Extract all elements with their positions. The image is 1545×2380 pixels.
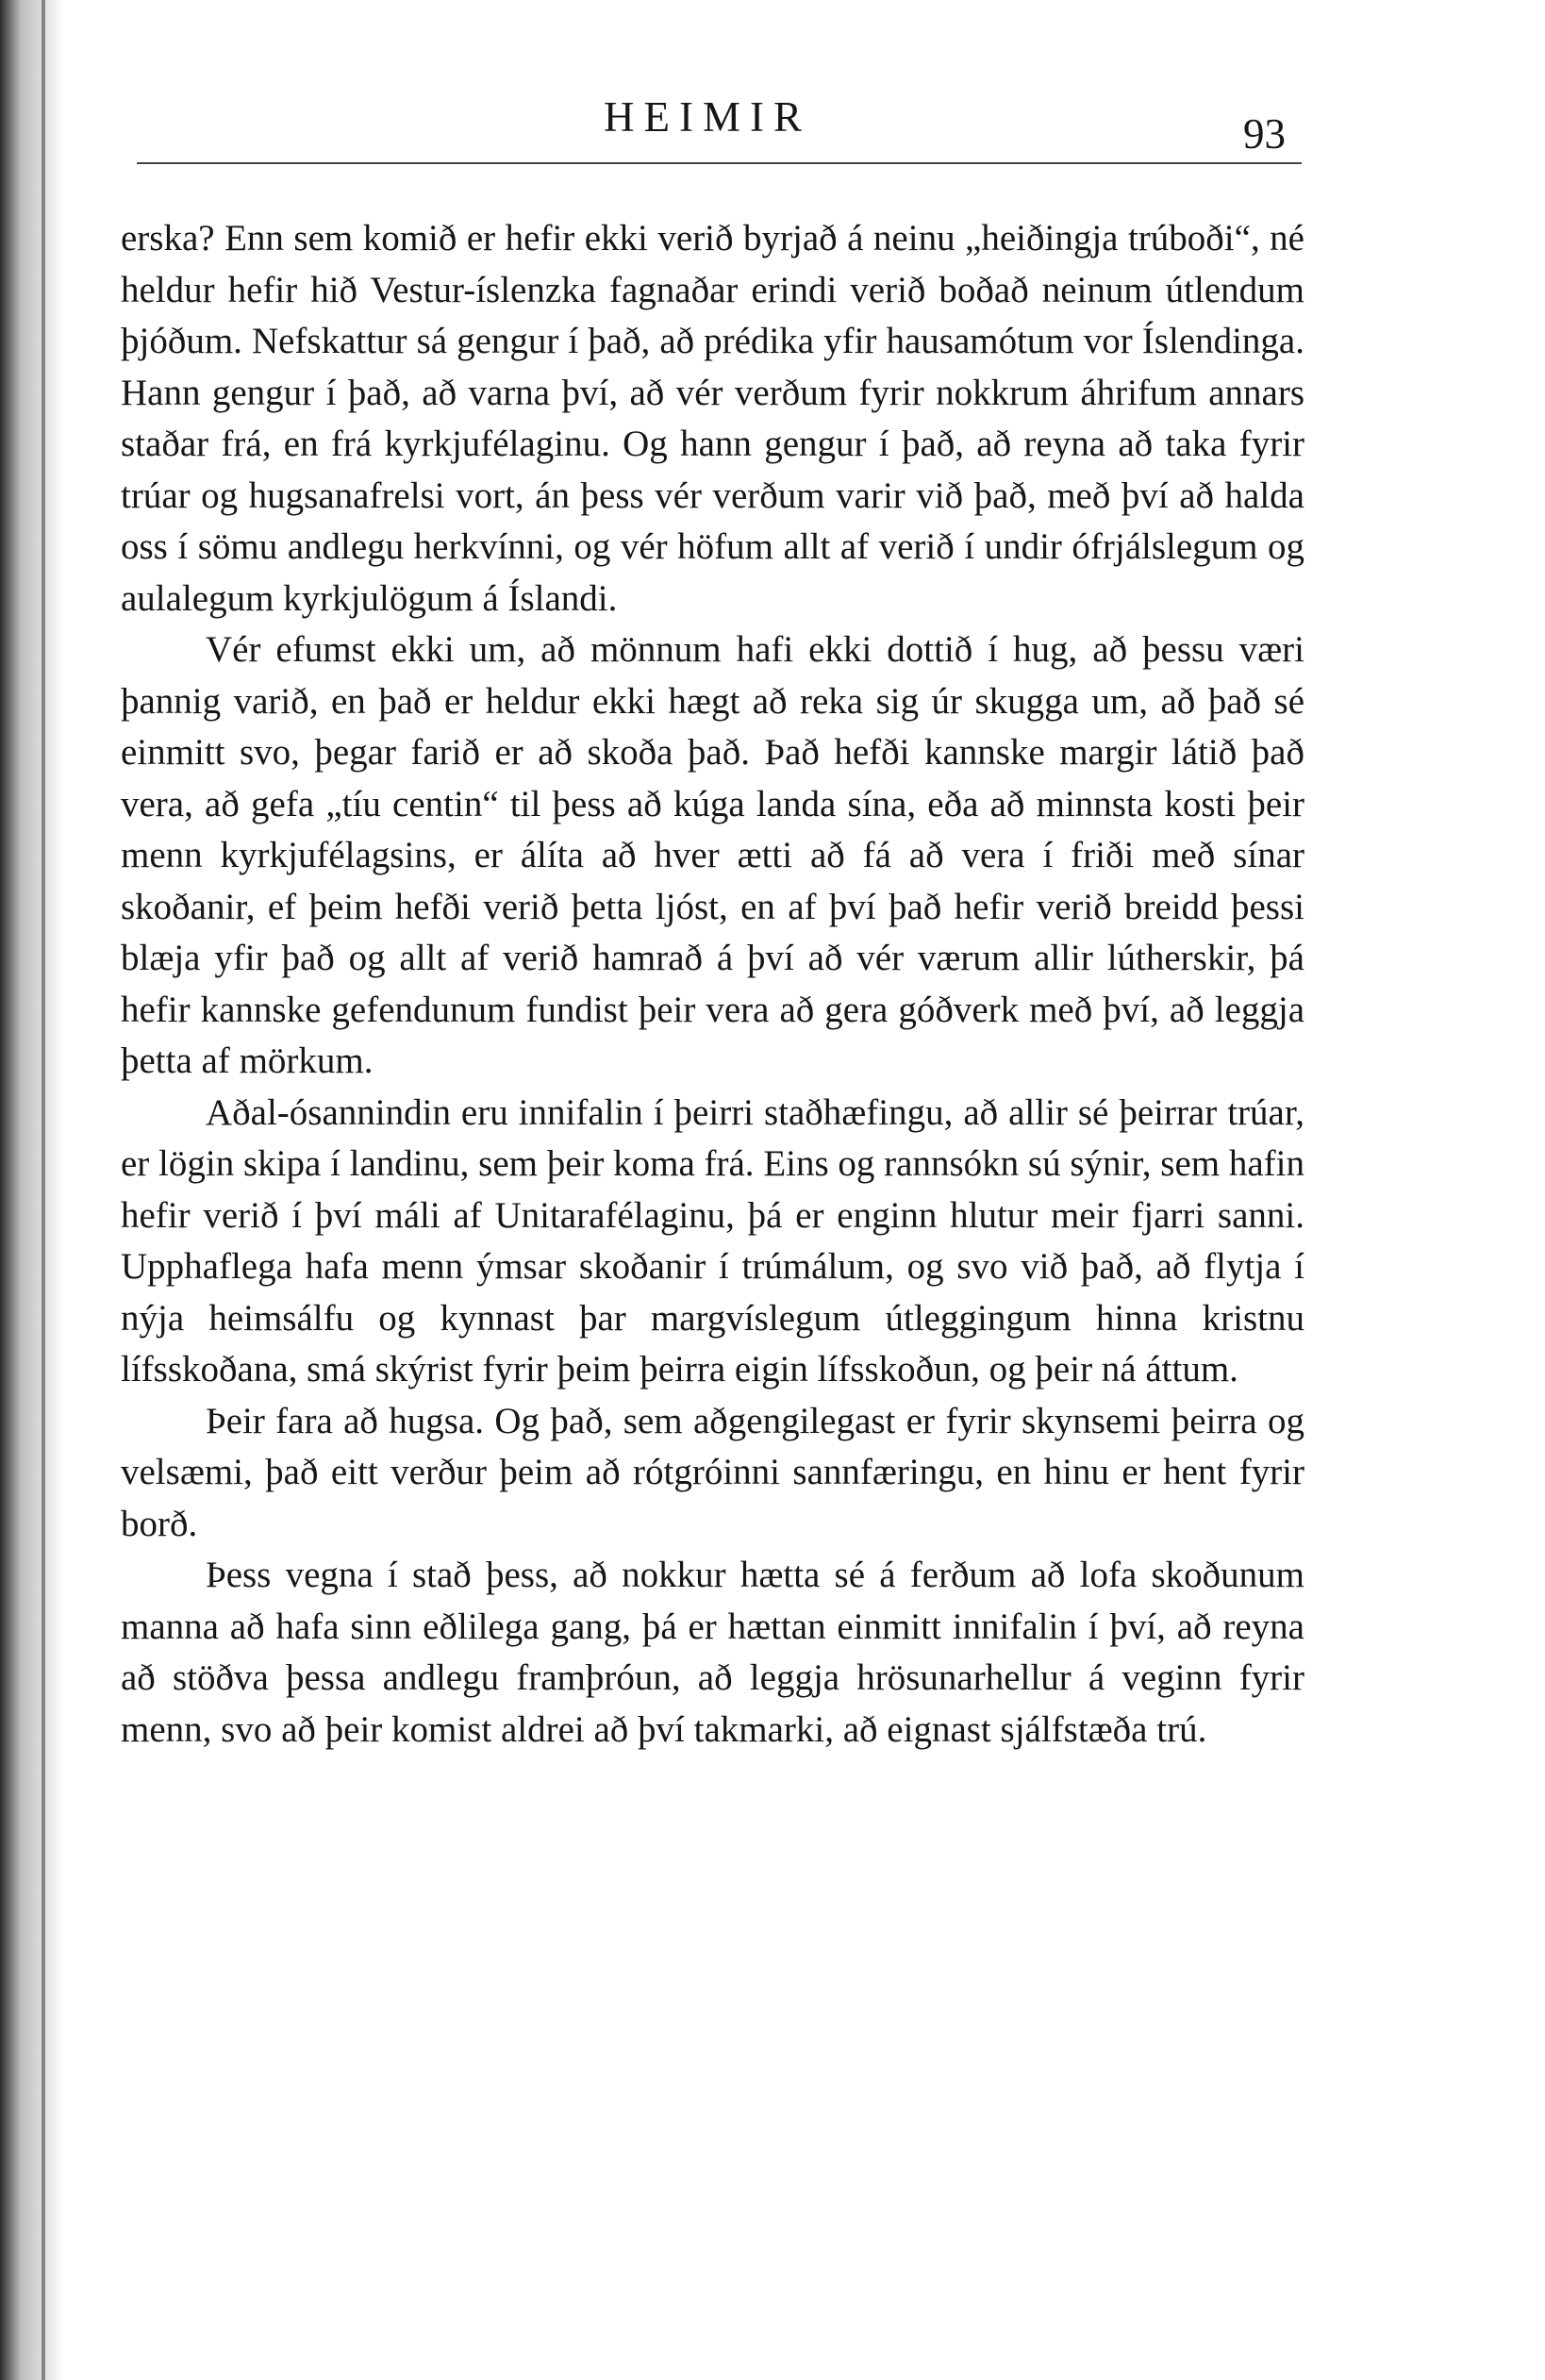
- header-rule: [137, 162, 1302, 164]
- paragraph-5: Þess vegna í stað þess, að nokkur hætta sé á ferðum að lofa skoðunum manna að hafa sinn eðlilega gang, þá er hættan einmitt innifalin í því, að reyna að stöðva þessa andlegu framþróun, að leggja hrösunarhellur á veginn fyrir menn, svo að þeir komist aldrei að því takmarki, að eignast sjálfstæða trú.: [121, 1555, 1304, 1750]
- binding-gutter-line: [42, 0, 45, 2380]
- paragraph-4: Þeir fara að hugsa. Og það, sem aðgengilegast er fyrir skynsemi þeirra og velsæmi, það eitt verður þeim að rótgróinni sannfæringu, en hinu er hent fyrir borð.: [121, 1400, 1304, 1544]
- paragraph-3: Aðal-ósannindin eru innifalin í þeirri staðhæfingu, að allir sé þeirrar trúar, er lögin skipa í landinu, sem þeir koma frá. Eins og rannsókn sú sýnir, sem hafin hefir verið í því máli af Unitarafélaginu, þá er enginn hlutur meir fjarri sanni. Upphaflega hafa menn ýmsar skoðanir í trúmálum, og svo við það, að flytja í nýja heimsálfu og kynnast þar margvíslegum útleggingum hinna kristnu lífsskoðana, smá skýrist fyrir þeim þeirra eigin lífsskoðun, og þeir ná áttum.: [121, 1091, 1304, 1390]
- paragraph-2: Vér efumst ekki um, að mönnum hafi ekki dottið í hug, að þessu væri þannig varið, en það er heldur ekki hægt að reka sig úr skugga um, að það sé einmitt svo, þegar farið er að skoða það. Það hefði kannske margir látið það vera, að gefa „tíu centin“ til þess að kúga landa sína, eða að minnsta kosti þeir menn kyrkjufélagsins, er álíta að hver ætti að fá að vera í friði með sínar skoðanir, ef þeim hefði verið þetta ljóst, en af því það hefir verið breidd þessi blæja yfir það og allt af verið hamrað á því að vér værum allir lútherskir, þá hefir kannske gefendunum fundist þeir vera að gera góðverk með því, að leggja þetta af mörkum.: [121, 629, 1304, 1081]
- running-title: HEIMIR: [604, 93, 811, 141]
- page-header: [113, 85, 1321, 170]
- page-body: [121, 213, 1304, 1756]
- paragraph-1: erska? Enn sem komið er hefir ekki verið byrjað á neinu „heiðingja trúboði“, né heldur hefir hið Vestur-íslenzka fagnaðar erindi verið boðað neinum útlendum þjóðum. Nefskattur sá gengur í það, að prédika yfir hausamótum vor Íslendinga. Hann gengur í það, að varna því, að vér verðum fyrir nokkrum áhrifum annars staðar frá, en frá kyrkjufélaginu. Og hann gengur í það, að reyna að taka fyrir trúar og hugsanafrelsi vort, án þess vér verðum varir við það, með því að halda oss í sömu andlegu herkvínni, og vér höfum allt af verið í undir ófrjálslegum og aulalegum kyrkjulögum á Íslandi.: [121, 218, 1304, 619]
- binding-gutter-shadow: [0, 0, 66, 2380]
- page-number: 93: [1243, 110, 1286, 158]
